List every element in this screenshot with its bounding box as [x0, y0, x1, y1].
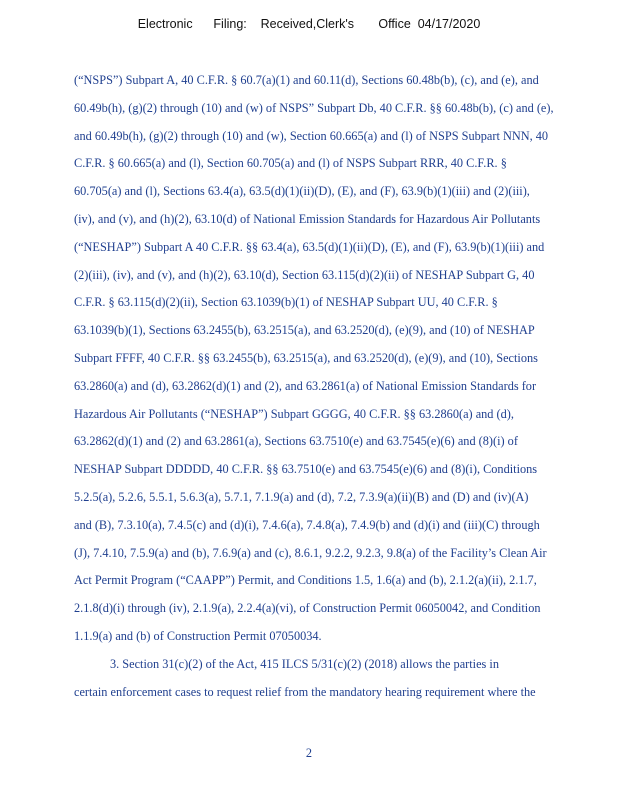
paragraph-3-line: certain enforcement cases to request relief from the mandatory hearing requirement where the: [74, 684, 536, 699]
paragraph-3-first-line: 3. Section 31(c)(2) of the Act, 415 ILCS 5/31(c)(2) (2018) allows the parties in: [110, 656, 499, 671]
body-line: C.F.R. § 60.665(a) and (l), Section 60.705(a) and (l) of NSPS Subpart RRR, 40 C.F.R. §: [74, 156, 507, 171]
body-line: 63.2860(a) and (d), 63.2862(d)(1) and (2), and 63.2861(a) of National Emission Standards for: [74, 378, 537, 393]
body-line: Subpart FFFF, 40 C.F.R. §§ 63.2455(b), 63.2515(a), and 63.2520(d), (e)(9), and (10), Sections: [74, 350, 538, 365]
body-line: (“NSPS”) Subpart A, 40 C.F.R. § 60.7(a)(1) and 60.11(d), Sections 60.48b(b), (c), and (e), and: [74, 73, 539, 87]
body-line: and (B), 7.3.10(a), 7.4.5(c) and (d)(i), 7.4.6(a), 7.4.8(a), 7.4.9(b) and (d)(i) and (iii)(C) through: [74, 517, 540, 532]
body-line: 60.705(a) and (l), Sections 63.4(a), 63.5(d)(1)(ii)(D), (E), and (F), 63.9(b)(1)(iii) and (2)(iii),: [74, 184, 530, 199]
body-line: Hazardous Air Pollutants (“NESHAP”) Subpart GGGG, 40 C.F.R. §§ 63.2860(a) and (d),: [74, 406, 514, 421]
document-body: [74, 67, 590, 706]
body-line: (2)(iii), (iv), and (v), and (h)(2), 63.10(d), Section 63.115(d)(2)(ii) of NESHAP Subpart G, 40: [74, 267, 535, 282]
body-line: (J), 7.4.10, 7.5.9(a) and (b), 7.6.9(a) and (c), 8.6.1, 9.2.2, 9.2.3, 9.8(a) of the Facility’s Clean Air: [74, 545, 547, 560]
body-line: (iv), and (v), and (h)(2), 63.10(d) of National Emission Standards for Hazardous Air Pollutants: [74, 211, 541, 226]
body-line: and 60.49b(h), (g)(2) through (10) and (w), Section 60.665(a) and (l) of NSPS Subpart NNN, 40: [74, 128, 549, 143]
body-line: 63.1039(b)(1), Sections 63.2455(b), 63.2515(a), and 63.2520(d), (e)(9), and (10) of NESHAP: [74, 323, 535, 338]
body-line: 60.49b(h), (g)(2) through (10) and (w) of NSPS” Subpart Db, 40 C.F.R. §§ 60.48b(b), (c) and (e),: [74, 100, 554, 115]
body-line: 5.2.5(a), 5.2.6, 5.5.1, 5.6.3(a), 5.7.1, 7.1.9(a) and (d), 7.2, 7.3.9(a)(ii)(B) and (D) and (iv)(A): [74, 489, 529, 504]
body-line: C.F.R. § 63.115(d)(2)(ii), Section 63.1039(b)(1) of NESHAP Subpart UU, 40 C.F.R. §: [74, 295, 498, 310]
electronic-filing-header: Electronic Filing: Received,Clerk's Office 04/17/2020: [137, 17, 481, 31]
body-line: Act Permit Program (“CAAPP”) Permit, and Conditions 1.5, 1.6(a) and (b), 2.1.2(a)(ii), 2.1.7,: [74, 573, 537, 588]
body-line: (“NESHAP”) Subpart A 40 C.F.R. §§ 63.4(a), 63.5(d)(1)(ii)(D), (E), and (F), 63.9(b)(1)(iii) and: [74, 239, 545, 254]
body-line: NESHAP Subpart DDDDD, 40 C.F.R. §§ 63.7510(e) and 63.7545(e)(6) and (8)(i), Conditions: [74, 462, 538, 477]
body-line: 63.2862(d)(1) and (2) and 63.2861(a), Sections 63.7510(e) and 63.7545(e)(6) and (8)(i) of: [74, 434, 518, 449]
body-line: 1.1.9(a) and (b) of Construction Permit 07050034.: [74, 628, 322, 643]
page-number: 2: [305, 746, 313, 760]
body-line: 2.1.8(d)(i) through (iv), 2.1.9(a), 2.2.4(a)(vi), of Construction Permit 06050042, and Condition: [74, 601, 541, 616]
